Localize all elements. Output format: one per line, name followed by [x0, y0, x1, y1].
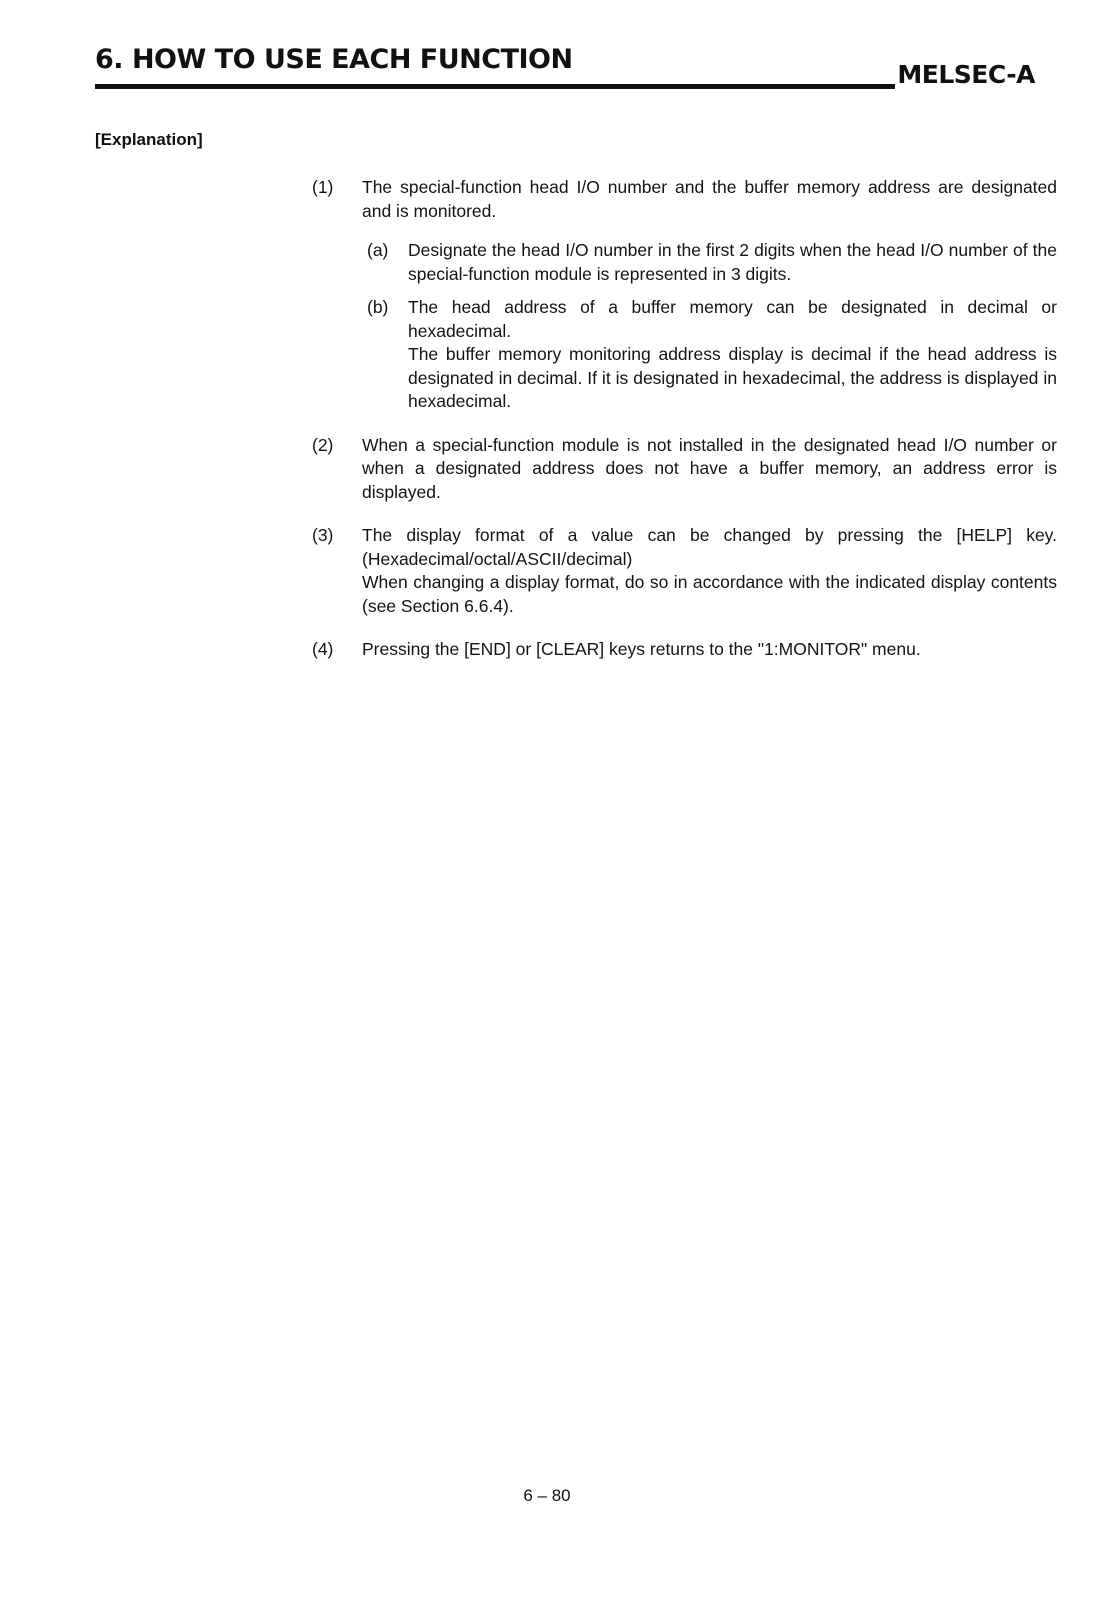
section-label: [Explanation] — [95, 130, 203, 149]
subitem-b — [362, 296, 1057, 414]
item-text: The special-function head I/O number and the buffer memory address are designated and is monitored. — [362, 177, 1057, 221]
subitem-number: (b) — [367, 297, 389, 317]
item-body — [362, 176, 1057, 414]
subitem-text: The head address of a buffer memory can be designated in decimal or hexadecimal. — [408, 297, 1057, 341]
item-text: When a special-function module is not installed in the designated head I/O number or when a designated address does not have a buffer memory, an address error is displayed. — [362, 434, 1057, 502]
item-number: (3) — [312, 525, 334, 545]
item-number: (2) — [312, 434, 334, 455]
list-item-2 — [312, 434, 1057, 505]
subitem-a — [362, 239, 1057, 286]
subitem-text: The buffer memory monitoring address display is decimal if the head address is designated in decimal. If it is designated in hexadecimal, the address is displayed in hexadecimal. — [408, 344, 1057, 411]
item-number: (1) — [312, 177, 334, 197]
subitem-body — [408, 239, 1057, 286]
subitem-number: (a) — [367, 240, 389, 260]
header-rule — [95, 84, 895, 89]
item-number: (4) — [312, 639, 334, 659]
brand-mark: MELSEC-A — [897, 60, 1035, 89]
list-item-4 — [312, 638, 1057, 662]
subitem-text: Designate the head I/O number in the first 2 digits when the head I/O number of the special-function module is represented in 3 digits. — [408, 240, 1057, 284]
chapter-title: 6. HOW TO USE EACH FUNCTION — [95, 44, 573, 75]
item-text: When changing a display format, do so in accordance with the indicated display contents (see Section 6.6.4). — [362, 572, 1057, 616]
item-text: Pressing the [END] or [CLEAR] keys returns to the "1:MONITOR" menu. — [362, 639, 921, 659]
subitem-body — [408, 296, 1057, 414]
list-item-1 — [312, 176, 1057, 414]
item-body — [362, 638, 1057, 662]
list-item-3 — [312, 524, 1057, 618]
explanation-list — [312, 176, 1057, 682]
page-number: 6 – 80 — [523, 1486, 571, 1505]
item-text: The display format of a value can be changed by pressing the [HELP] key. (Hexadecimal/octal/ASCII/decimal) — [362, 525, 1057, 569]
page-header — [95, 40, 1035, 92]
item-body — [362, 524, 1057, 618]
item-body — [362, 434, 1057, 505]
